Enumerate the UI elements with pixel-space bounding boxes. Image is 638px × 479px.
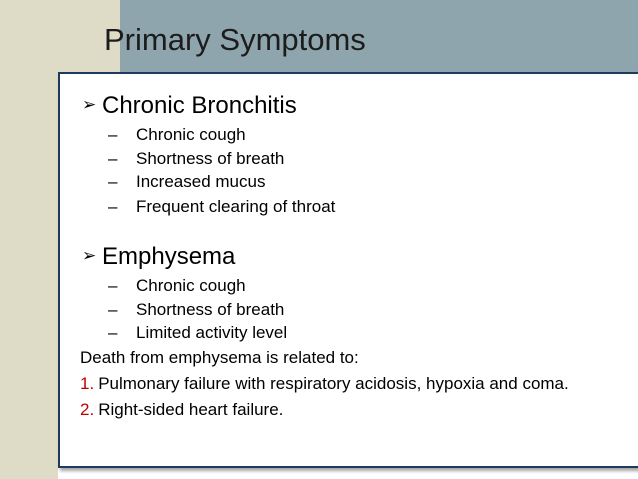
dash-bullet-icon: –	[108, 149, 118, 168]
list-item	[108, 125, 246, 145]
list-item-text: Shortness of breath	[136, 300, 285, 319]
item-number: 1.	[80, 374, 95, 393]
list-item-text: Shortness of breath	[136, 149, 285, 168]
list-item	[108, 197, 335, 217]
list-item	[108, 323, 287, 343]
arrow-bullet-icon: ➢	[82, 95, 97, 114]
numbered-item	[80, 374, 569, 394]
list-item	[108, 149, 284, 169]
item-number: 2.	[80, 400, 95, 419]
list-item	[108, 276, 246, 296]
dash-bullet-icon: –	[108, 197, 118, 216]
list-item	[108, 172, 265, 192]
numbered-item	[80, 400, 283, 420]
dash-bullet-icon: –	[108, 276, 118, 295]
title-accent-block	[0, 0, 120, 72]
list-item-text: Increased mucus	[136, 172, 266, 191]
dash-bullet-icon: –	[108, 125, 118, 144]
item-text: Right-sided heart failure.	[98, 400, 284, 419]
dash-bullet-icon: –	[108, 323, 118, 342]
bullet-emphysema	[82, 243, 235, 271]
left-accent-strip	[0, 72, 58, 479]
list-item-text: Chronic cough	[136, 125, 246, 144]
bullet-chronic-bronchitis	[82, 92, 297, 120]
dash-bullet-icon: –	[108, 172, 118, 191]
list-item-text: Frequent clearing of throat	[136, 197, 336, 216]
section-heading: Chronic Bronchitis	[102, 92, 297, 119]
list-item-text: Chronic cough	[136, 276, 246, 295]
list-item-text: Limited activity level	[136, 323, 288, 342]
section-heading: Emphysema	[102, 243, 236, 270]
arrow-bullet-icon: ➢	[82, 246, 97, 265]
item-text: Pulmonary failure with respiratory acidosis, hypoxia and coma.	[98, 374, 569, 393]
dash-bullet-icon: –	[108, 300, 118, 319]
list-item	[108, 300, 284, 320]
slide-title: Primary Symptoms	[104, 22, 366, 57]
death-note: Death from emphysema is related to:	[80, 348, 359, 367]
